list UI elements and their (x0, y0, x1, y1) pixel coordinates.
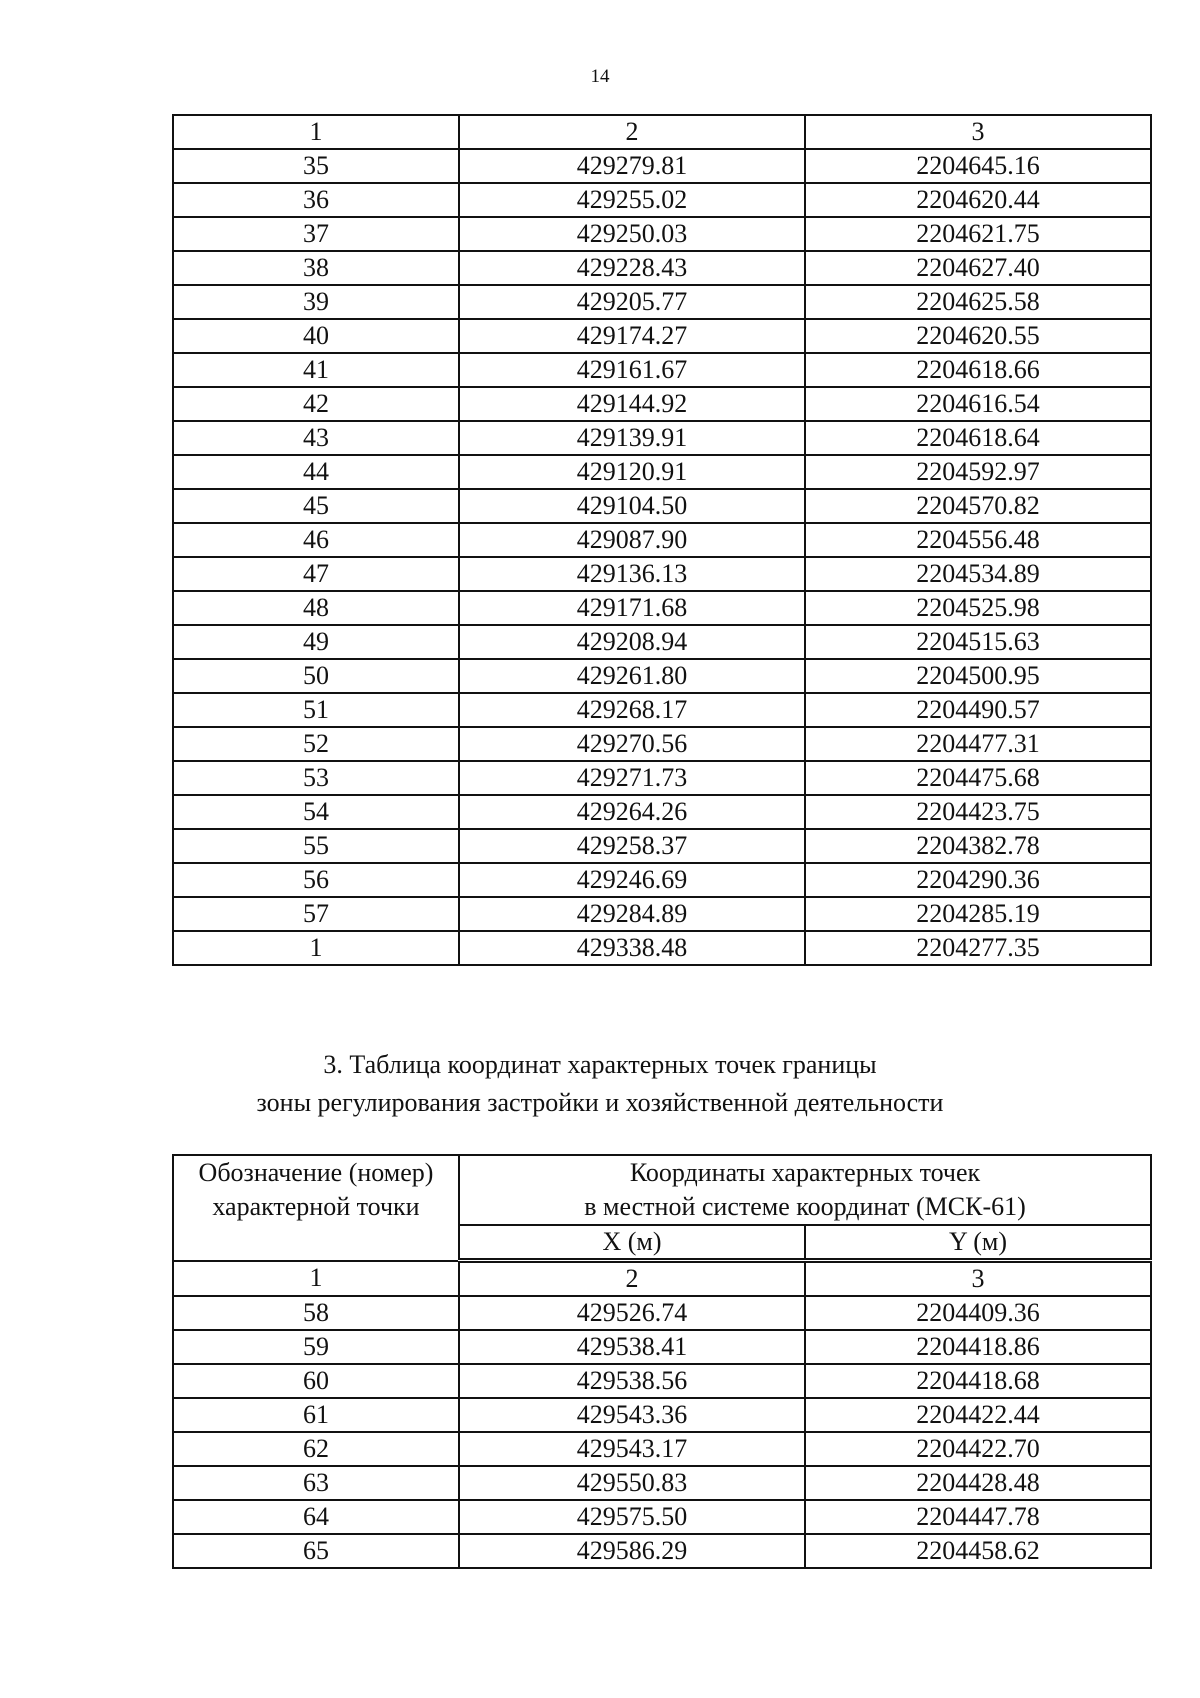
x-coordinate-cell: 429139.91 (459, 421, 805, 455)
point-number-cell: 36 (173, 183, 459, 217)
point-number-cell: 65 (173, 1534, 459, 1568)
y-coordinate-cell: 2204525.98 (805, 591, 1151, 625)
point-number-cell: 64 (173, 1500, 459, 1534)
x-coordinate-cell: 429543.17 (459, 1432, 805, 1466)
x-coordinate-cell: 429161.67 (459, 353, 805, 387)
table-row (173, 251, 1151, 285)
x-coordinate-cell: 429171.68 (459, 591, 805, 625)
column-number-row (173, 115, 1151, 149)
x-coordinate-cell: 429526.74 (459, 1296, 805, 1330)
table-row (173, 149, 1151, 183)
point-number-cell: 61 (173, 1398, 459, 1432)
point-number-cell: 49 (173, 625, 459, 659)
table-row (173, 1364, 1151, 1398)
point-number-cell: 47 (173, 557, 459, 591)
point-number-cell: 44 (173, 455, 459, 489)
point-number-cell: 37 (173, 217, 459, 251)
x-coordinate-cell: 429228.43 (459, 251, 805, 285)
point-number-cell: 57 (173, 897, 459, 931)
x-coordinate-cell: 429205.77 (459, 285, 805, 319)
point-number-cell: 39 (173, 285, 459, 319)
table-row (173, 353, 1151, 387)
x-coordinate-cell: 429255.02 (459, 183, 805, 217)
x-coordinate-cell: 429144.92 (459, 387, 805, 421)
column-number-row (173, 1261, 1151, 1297)
y-coordinate-cell: 2204534.89 (805, 557, 1151, 591)
header-text: в местной системе координат (МСК-61) (584, 1192, 1026, 1221)
point-number-cell: 52 (173, 727, 459, 761)
y-coordinate-cell: 2204418.86 (805, 1330, 1151, 1364)
y-coordinate-cell: 2204500.95 (805, 659, 1151, 693)
x-coordinate-cell: 429261.80 (459, 659, 805, 693)
table-row (173, 659, 1151, 693)
x-coordinate-cell: 429258.37 (459, 829, 805, 863)
point-number-cell: 56 (173, 863, 459, 897)
point-number-cell: 40 (173, 319, 459, 353)
x-coordinate-cell: 429250.03 (459, 217, 805, 251)
coordinates-table-zone (172, 1154, 1152, 1569)
header-point-designation (173, 1155, 459, 1261)
x-coordinate-cell: 429550.83 (459, 1466, 805, 1500)
point-number-cell: 60 (173, 1364, 459, 1398)
section-title-line-1: 3. Таблица координат характерных точек границы (323, 1050, 877, 1079)
point-number-cell: 35 (173, 149, 459, 183)
point-number-cell: 48 (173, 591, 459, 625)
table-row (173, 863, 1151, 897)
point-number-cell: 42 (173, 387, 459, 421)
x-coordinate-cell: 429246.69 (459, 863, 805, 897)
table-row (173, 421, 1151, 455)
table-row (173, 319, 1151, 353)
point-number-cell: 54 (173, 795, 459, 829)
x-coordinate-cell: 429136.13 (459, 557, 805, 591)
y-coordinate-cell: 2204625.58 (805, 285, 1151, 319)
y-coordinate-cell: 2204422.44 (805, 1398, 1151, 1432)
x-coordinate-cell: 429284.89 (459, 897, 805, 931)
y-coordinate-cell: 2204477.31 (805, 727, 1151, 761)
y-coordinate-cell: 2204428.48 (805, 1466, 1151, 1500)
table-row (173, 183, 1151, 217)
point-number-cell: 53 (173, 761, 459, 795)
header-text: характерной точки (212, 1192, 420, 1221)
x-coordinate-cell: 429120.91 (459, 455, 805, 489)
y-coordinate-cell: 2204515.63 (805, 625, 1151, 659)
header-text: Координаты характерных точек (629, 1158, 981, 1187)
table-row (173, 1534, 1151, 1568)
y-coordinate-cell: 2204621.75 (805, 217, 1151, 251)
y-coordinate-cell: 2204645.16 (805, 149, 1151, 183)
x-coordinate-cell: 429271.73 (459, 761, 805, 795)
y-coordinate-cell: 2204290.36 (805, 863, 1151, 897)
page-number: 14 (590, 66, 610, 87)
table-row (173, 455, 1151, 489)
header-x: X (м) (459, 1225, 805, 1261)
table-row (173, 489, 1151, 523)
header-text: Обозначение (номер) (198, 1158, 434, 1187)
point-number-cell: 43 (173, 421, 459, 455)
table-row (173, 1296, 1151, 1330)
section-title-line-2: зоны регулирования застройки и хозяйственной деятельности (256, 1088, 944, 1117)
table-row (173, 1432, 1151, 1466)
point-number-cell: 63 (173, 1466, 459, 1500)
point-number-cell: 45 (173, 489, 459, 523)
table-row (173, 761, 1151, 795)
point-number-cell: 51 (173, 693, 459, 727)
table-row (173, 693, 1151, 727)
column-number: 2 (459, 1261, 805, 1297)
point-number-cell: 1 (173, 931, 459, 965)
table-row (173, 897, 1151, 931)
table-row (173, 795, 1151, 829)
section-title (0, 1046, 1200, 1122)
y-coordinate-cell: 2204409.36 (805, 1296, 1151, 1330)
y-coordinate-cell: 2204620.55 (805, 319, 1151, 353)
y-coordinate-cell: 2204423.75 (805, 795, 1151, 829)
y-coordinate-cell: 2204592.97 (805, 455, 1151, 489)
table-row (173, 523, 1151, 557)
table-row (173, 285, 1151, 319)
x-coordinate-cell: 429543.36 (459, 1398, 805, 1432)
table-row (173, 557, 1151, 591)
x-coordinate-cell: 429208.94 (459, 625, 805, 659)
column-number: 1 (173, 115, 459, 149)
point-number-cell: 41 (173, 353, 459, 387)
x-coordinate-cell: 429538.41 (459, 1330, 805, 1364)
column-number: 3 (805, 1261, 1151, 1297)
y-coordinate-cell: 2204458.62 (805, 1534, 1151, 1568)
point-number-cell: 58 (173, 1296, 459, 1330)
table-row (173, 1398, 1151, 1432)
table-row (173, 217, 1151, 251)
column-number: 2 (459, 115, 805, 149)
table-row (173, 591, 1151, 625)
y-coordinate-cell: 2204627.40 (805, 251, 1151, 285)
coordinates-table-continued (172, 114, 1152, 966)
table-header-row (173, 1155, 1151, 1225)
x-coordinate-cell: 429268.17 (459, 693, 805, 727)
column-number: 3 (805, 115, 1151, 149)
y-coordinate-cell: 2204447.78 (805, 1500, 1151, 1534)
point-number-cell: 46 (173, 523, 459, 557)
x-coordinate-cell: 429104.50 (459, 489, 805, 523)
point-number-cell: 55 (173, 829, 459, 863)
y-coordinate-cell: 2204620.44 (805, 183, 1151, 217)
x-coordinate-cell: 429264.26 (459, 795, 805, 829)
y-coordinate-cell: 2204556.48 (805, 523, 1151, 557)
table-row (173, 931, 1151, 965)
y-coordinate-cell: 2204570.82 (805, 489, 1151, 523)
y-coordinate-cell: 2204475.68 (805, 761, 1151, 795)
table-row (173, 1466, 1151, 1500)
y-coordinate-cell: 2204422.70 (805, 1432, 1151, 1466)
y-coordinate-cell: 2204285.19 (805, 897, 1151, 931)
table-row (173, 829, 1151, 863)
table-row (173, 625, 1151, 659)
x-coordinate-cell: 429575.50 (459, 1500, 805, 1534)
table-row (173, 1500, 1151, 1534)
table-row (173, 1330, 1151, 1364)
y-coordinate-cell: 2204490.57 (805, 693, 1151, 727)
x-coordinate-cell: 429270.56 (459, 727, 805, 761)
x-coordinate-cell: 429087.90 (459, 523, 805, 557)
point-number-cell: 59 (173, 1330, 459, 1364)
x-coordinate-cell: 429338.48 (459, 931, 805, 965)
y-coordinate-cell: 2204382.78 (805, 829, 1151, 863)
y-coordinate-cell: 2204616.54 (805, 387, 1151, 421)
point-number-cell: 62 (173, 1432, 459, 1466)
column-number: 1 (173, 1261, 459, 1297)
point-number-cell: 38 (173, 251, 459, 285)
y-coordinate-cell: 2204418.68 (805, 1364, 1151, 1398)
table-row (173, 387, 1151, 421)
table-row (173, 727, 1151, 761)
y-coordinate-cell: 2204618.64 (805, 421, 1151, 455)
point-number-cell: 50 (173, 659, 459, 693)
header-coordinates (459, 1155, 1151, 1225)
x-coordinate-cell: 429586.29 (459, 1534, 805, 1568)
y-coordinate-cell: 2204618.66 (805, 353, 1151, 387)
header-y: Y (м) (805, 1225, 1151, 1261)
y-coordinate-cell: 2204277.35 (805, 931, 1151, 965)
x-coordinate-cell: 429538.56 (459, 1364, 805, 1398)
x-coordinate-cell: 429174.27 (459, 319, 805, 353)
x-coordinate-cell: 429279.81 (459, 149, 805, 183)
